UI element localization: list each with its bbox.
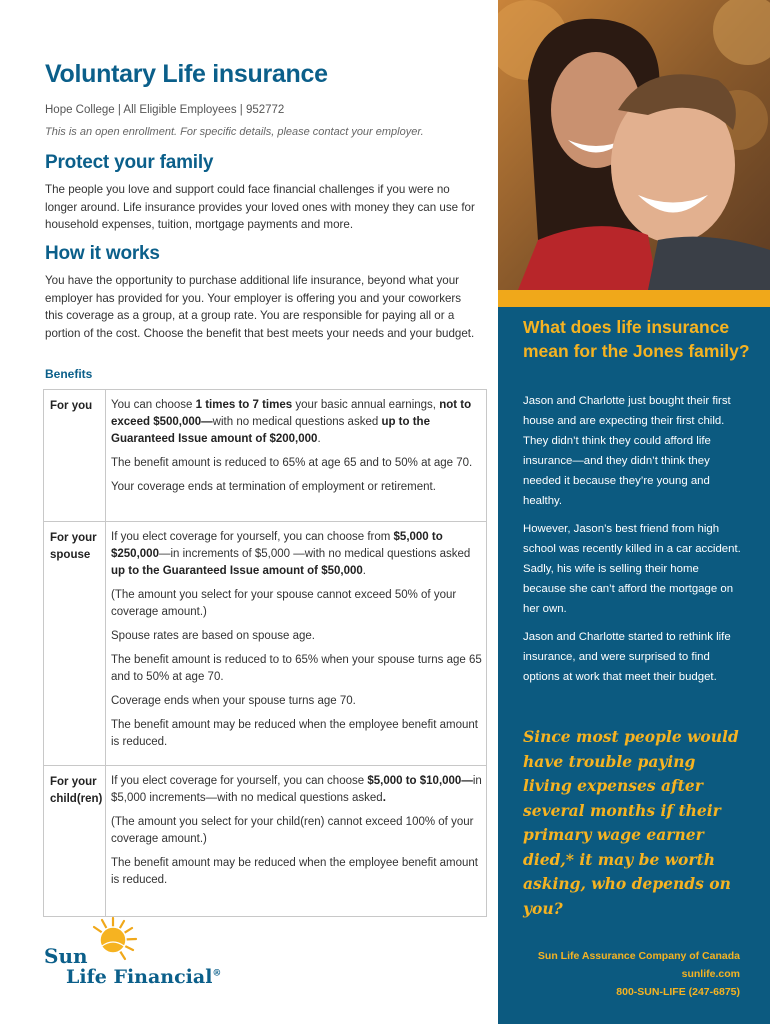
spouse-end-text: Coverage ends when your spouse turns age 70.: [111, 695, 356, 707]
benefit-row-you: [44, 390, 486, 522]
page-title: Voluntary Life insurance: [45, 60, 328, 88]
plan-subtitle: Hope College | All Eligible Employees | 952772: [45, 104, 285, 116]
how-heading: How it works: [45, 243, 160, 264]
sun-life-logo: [44, 916, 244, 996]
couple-photo: [498, 0, 770, 290]
benefits-label: Benefits: [45, 367, 93, 381]
logo-word-sun: Sun: [44, 944, 88, 968]
company-name: Sun Life Assurance Company of Canada: [537, 950, 740, 962]
spouse-rates-text: Spouse rates are based on spouse age.: [111, 630, 315, 642]
story-paragraph-2: However, Jason’s best friend from high school was recently killed in a car accident. Sadly, his wife is selling their home because she can’t afford the mortgage on her own.: [523, 523, 741, 615]
you-reduction-text: The benefit amount is reduced to 65% at age 65 and to 50% at age 70.: [111, 457, 473, 469]
row-label-children: For your child(ren): [50, 776, 103, 805]
row-content-spouse: [111, 529, 483, 758]
sun-icon: [88, 916, 138, 964]
you-coverage-text: You can choose 1 times to 7 times your basic annual earnings, not to exceed $500,000—with no medical questions asked up to the Guaranteed Issue amount of $200,000.: [111, 399, 472, 445]
phone-number: 800-SUN-LIFE (247-6875): [616, 986, 740, 998]
row-label-you: For you: [50, 400, 93, 412]
children-reduced-text: The benefit amount may be reduced when the employee benefit amount is reduced.: [111, 857, 478, 886]
children-coverage-text: If you elect coverage for yourself, you can choose $5,000 to $10,000—in $5,000 increments—with no medical questions asked.: [111, 775, 482, 804]
story-paragraph-1: Jason and Charlotte just bought their first house and are expecting their first child. They didn’t think they could afford life insurance—and they didn’t think they needed it because they’re young and healthy.: [523, 395, 731, 507]
logo-word-life-financial: Life Financial®: [66, 966, 222, 988]
children-limit-text: (The amount you select for your child(ren) cannot exceed 100% of your coverage amount.): [111, 816, 474, 845]
spouse-reduced-text: The benefit amount may be reduced when the employee benefit amount is reduced.: [111, 719, 478, 748]
benefits-table: [43, 389, 487, 917]
row-content-children: [111, 773, 483, 896]
spouse-reduction-text: The benefit amount is reduced to to 65% when your spouse turns age 65 and to 50% at age 70.: [111, 654, 482, 683]
story-panel: [498, 307, 770, 1024]
sidebar: [498, 0, 770, 1024]
website-link[interactable]: sunlife.com: [681, 968, 740, 980]
couple-photo-illustration: [498, 0, 770, 290]
protect-heading: Protect your family: [45, 152, 214, 173]
spouse-coverage-text: If you elect coverage for yourself, you can choose from $5,000 to $250,000—in increments of $5,000 —with no medical questions asked up to the Guaranteed Issue amount of $50,000.: [111, 531, 471, 577]
registered-mark: ®: [212, 968, 222, 979]
you-end-text: Your coverage ends at termination of employment or retirement.: [111, 481, 436, 493]
story-quote: Since most people would have trouble paying living expenses after several months if their primary wage earner died,* it may be worth asking, who depends on you?: [523, 727, 739, 918]
spouse-limit-text: (The amount you select for your spouse cannot exceed 50% of your coverage amount.): [111, 589, 457, 618]
how-text: You have the opportunity to purchase additional life insurance, beyond what your employer has provided for you. Your employer is offering you and your coworkers this coverage as a group, at a group rate. You are responsible for paying all or a portion of the cost. Choose the benefit that best meets your needs and your budget.: [45, 274, 475, 340]
row-content-you: [111, 397, 483, 503]
story-paragraph-3: Jason and Charlotte started to rethink life insurance, and were surprised to find options at work that meet their budget.: [523, 631, 731, 683]
gold-band: [498, 290, 770, 307]
benefit-row-spouse: [44, 522, 486, 766]
protect-text: The people you love and support could face financial challenges if you were no longer around. Life insurance provides your loved ones with money they can use for household expenses, tuition, mortgage payments and more.: [45, 183, 475, 231]
benefit-row-children: [44, 766, 486, 917]
row-label-spouse: For your spouse: [50, 532, 97, 561]
story-title: What does life insurance mean for the Jones family?: [523, 317, 750, 361]
enrollment-note: This is an open enrollment. For specific details, please contact your employer.: [45, 126, 424, 138]
